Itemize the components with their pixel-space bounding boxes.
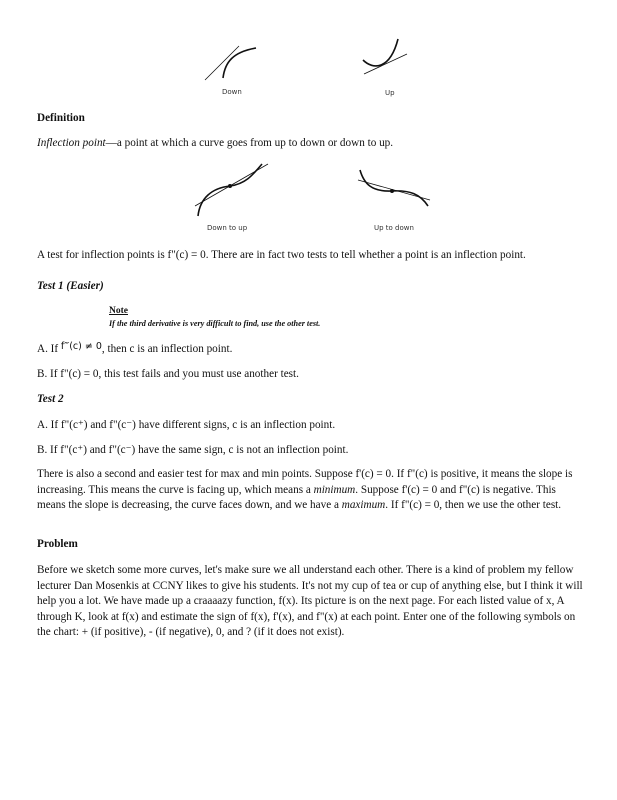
second-test-s3: . If f"(c) = 0, then we use the other test.: [385, 499, 562, 511]
problem-paragraph: Before we sketch some more curves, let's make sure we all understand each other. There is a kind of problem my fellow lecturer Dan Mosenkis at CCNY likes to give his students. It's not my cup of tea or cup of anything else, but I think it will help you a lot. We have made up a craaaazy function, f(x). Its picture is on the next page. For each listed value of x, A through K, look at f(x) and estimate the sign of f(x), f'(x), and f"(x) at each point. Enter one of the following symbols on the chart: + (if positive), - (if negative), 0, and ? (if it does not exist).: [37, 564, 583, 638]
problem-heading: Problem: [37, 538, 78, 550]
test-intro: A test for inflection points is f"(c) = 0. There are in fact two tests to tell whether a point is an inflection point.: [37, 249, 526, 261]
up-to-down-sketch: [350, 166, 434, 216]
concave-up-sketch: [358, 36, 418, 81]
note-title: Note: [109, 306, 128, 316]
test1-a-prefix: A. If: [37, 343, 59, 355]
definition-heading: Definition: [37, 112, 85, 124]
definition-term: Inflection point: [37, 137, 106, 149]
second-test-paragraph: [37, 467, 585, 514]
test1-heading: Test 1 (Easier): [37, 280, 104, 292]
third-derivative-formula: f‴(c) ≠ 0: [60, 341, 102, 352]
concave-down-sketch: [198, 40, 268, 85]
minimum-term: minimum: [313, 483, 356, 496]
down-to-up-sketch: [190, 158, 272, 224]
definition-text: [37, 137, 393, 149]
second-test-s2: . Suppose f'(c) = 0 and f"(c) is negative. This means the slope is decreasing, the curve faces down, and we have a: [37, 483, 556, 511]
test2-item-b: B. If f"(c⁺) and f"(c⁻) have the same sign, c is not an inflection point.: [37, 444, 349, 456]
test1-item-a: [37, 343, 232, 355]
up-label: Up: [385, 89, 395, 97]
second-test-s1: There is also a second and easier test for max and min points. Suppose f'(c) = 0. If f"(c) is positive, it means the slope is increasing. This means the curve is facing up, which means a: [37, 468, 573, 496]
definition-body: —a point at which a curve goes from up to down or down to up.: [105, 137, 394, 149]
test1-a-suffix: , then c is an inflection point.: [101, 343, 233, 355]
note-body: If the third derivative is very difficult to find, use the other test.: [109, 319, 321, 328]
test2-item-a: A. If f"(c⁺) and f"(c⁻) have different signs, c is an inflection point.: [37, 419, 336, 431]
test2-heading: Test 2: [37, 393, 64, 405]
up-to-down-label: Up to down: [374, 224, 414, 232]
maximum-term: maximum: [341, 499, 386, 511]
down-to-up-label: Down to up: [207, 224, 248, 232]
down-label: Down: [222, 88, 242, 96]
test1-item-b: B. If f"(c) = 0, this test fails and you must use another test.: [37, 368, 299, 380]
